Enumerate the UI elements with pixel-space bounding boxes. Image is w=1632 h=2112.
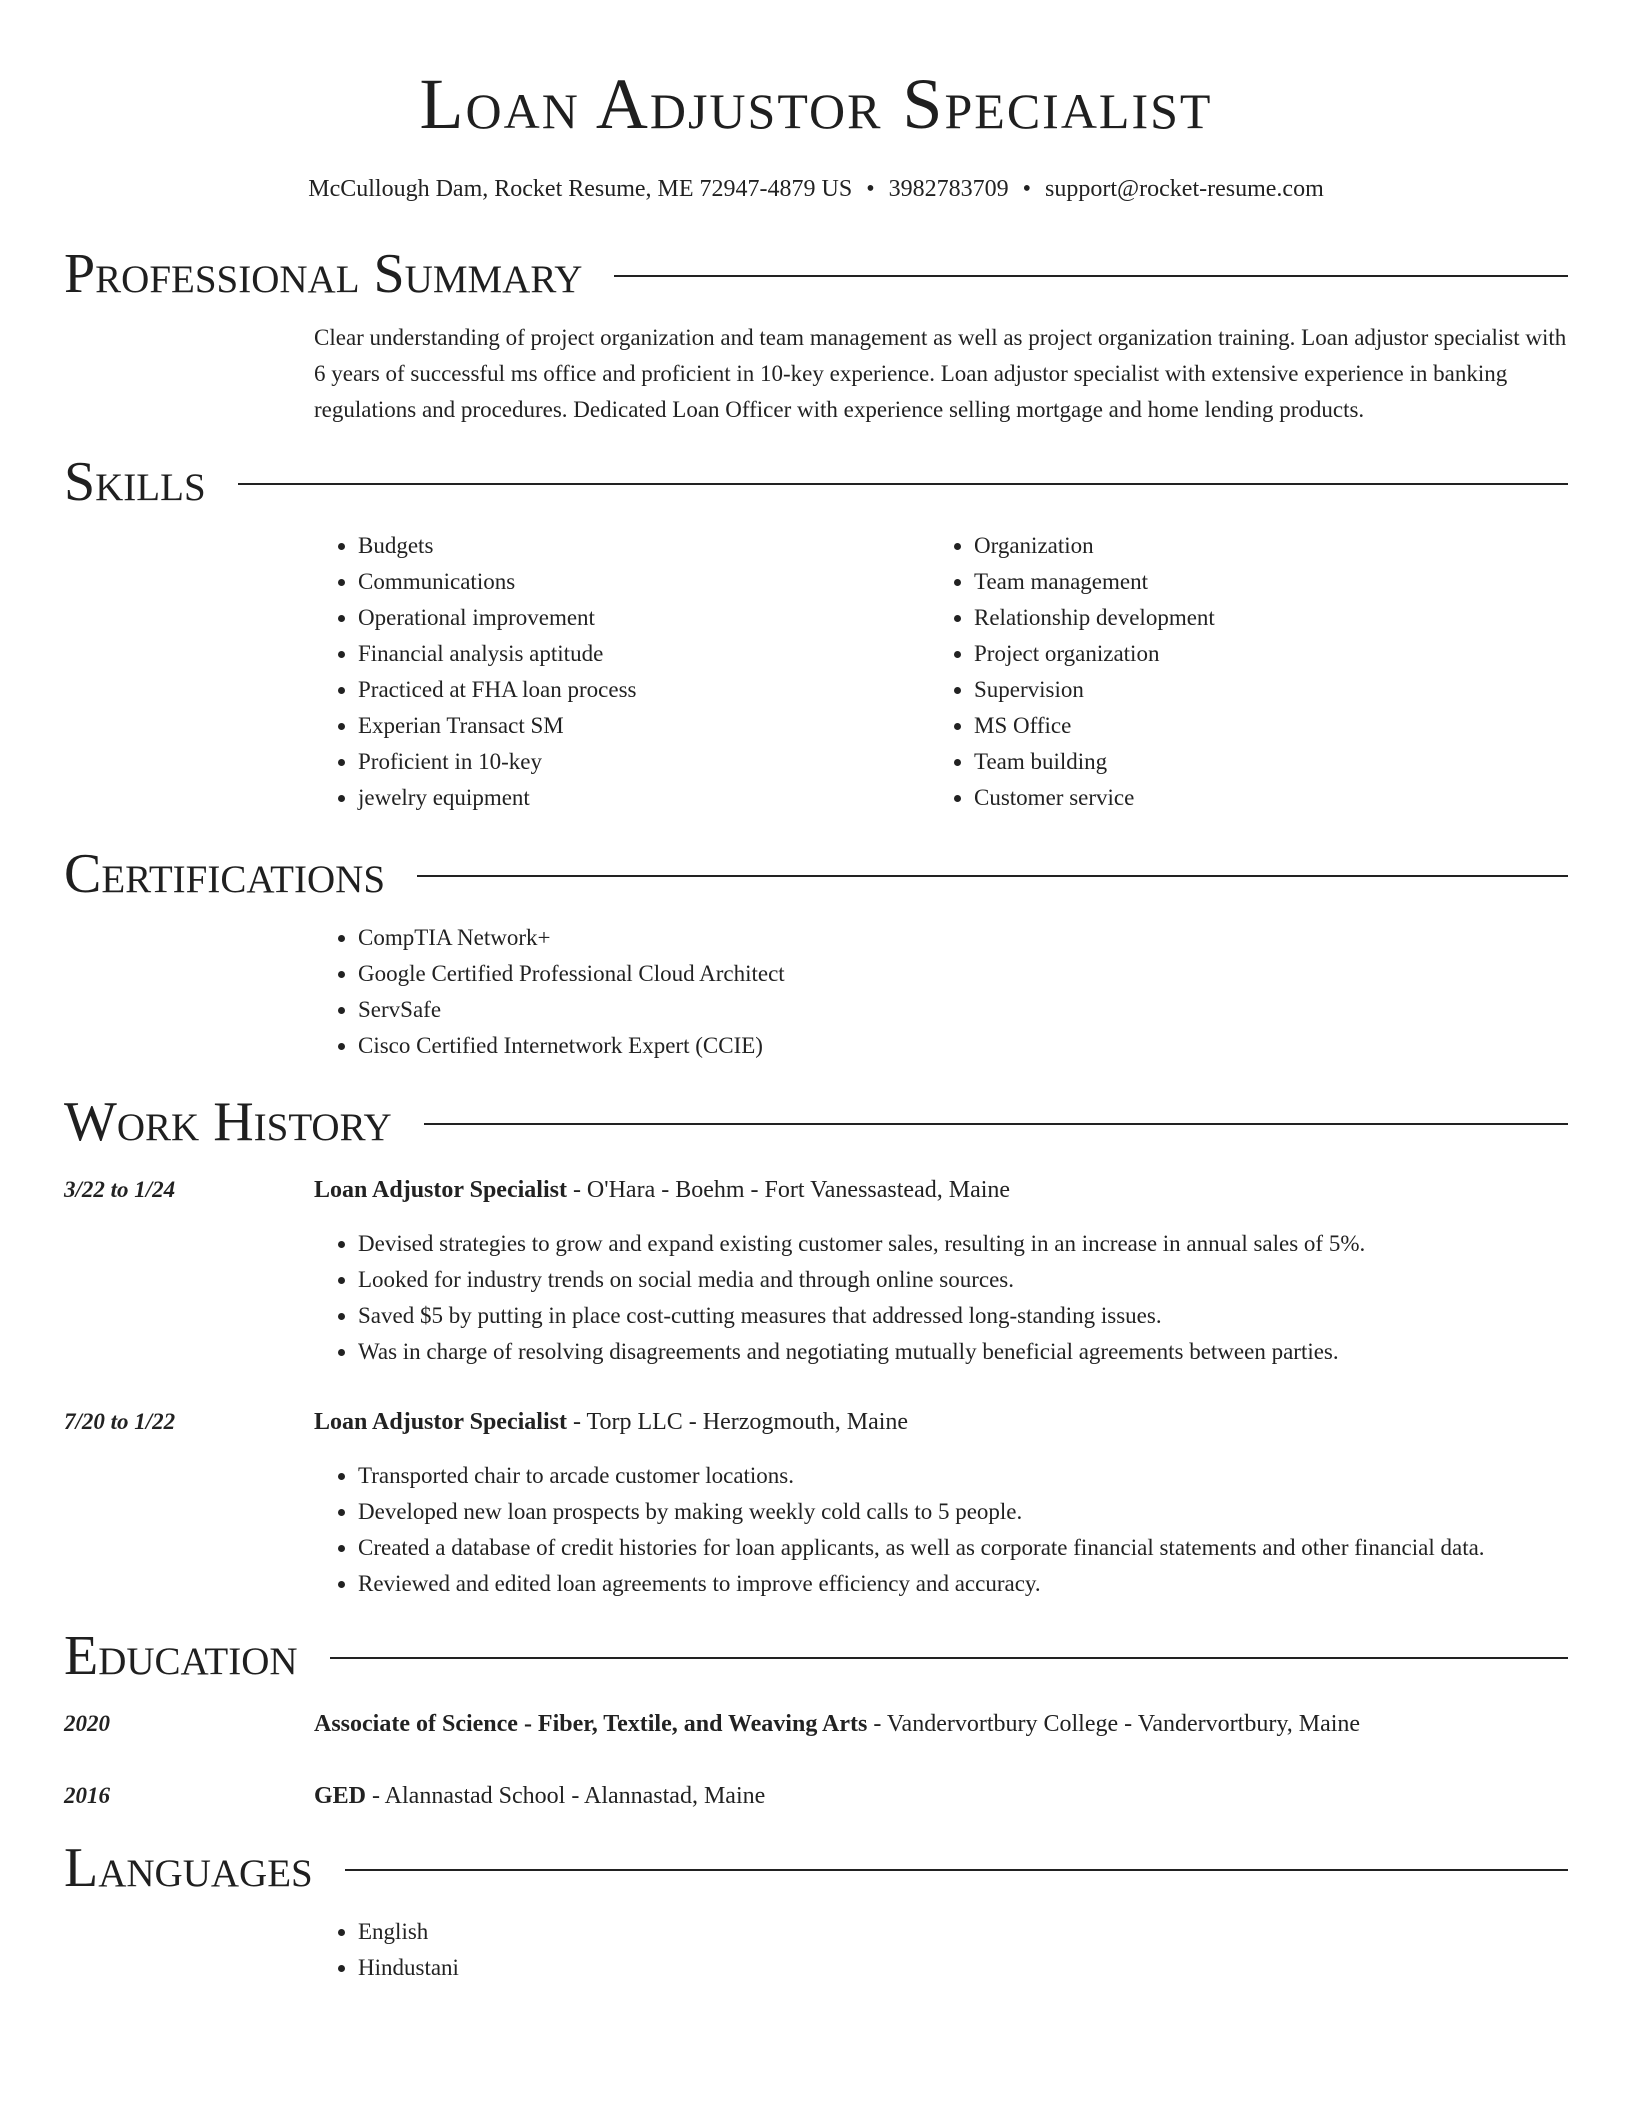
skills-list-left <box>314 528 930 816</box>
certifications-list <box>314 920 1568 1064</box>
section-header-certifications <box>64 842 1568 906</box>
skill-item: • Team management <box>974 564 1546 600</box>
section-divider <box>424 1123 1568 1125</box>
skill-item: • Financial analysis aptitude <box>358 636 930 672</box>
degree-title: Associate of Science - Fiber, Textile, and Weaving Arts <box>314 1711 868 1737</box>
section-divider <box>345 1869 1568 1871</box>
languages-block <box>314 1914 1568 1986</box>
work-bullet: • Looked for industry trends on social media and through online sources. <box>358 1262 1568 1298</box>
work-bullet: • Devised strategies to grow and expand existing customer sales, resulting in an increase in annual sales of 5%. <box>358 1226 1568 1262</box>
contact-email: support@rocket-resume.com <box>1045 176 1324 202</box>
section-divider <box>614 275 1568 277</box>
work-bullet: • Saved $5 by putting in place cost-cutting measures that addressed long-standing issues. <box>358 1298 1568 1334</box>
section-header-skills <box>64 450 1568 514</box>
section-header-work-history <box>64 1090 1568 1154</box>
skill-item: • Budgets <box>358 528 930 564</box>
skill-item: • Practiced at FHA loan process <box>358 672 930 708</box>
education-entry <box>64 1706 1568 1742</box>
languages-list <box>314 1914 1568 1986</box>
education-entry-heading <box>314 1778 1568 1814</box>
section-divider <box>330 1657 1568 1659</box>
skill-item: • Relationship development <box>974 600 1546 636</box>
skill-item: • Experian Transact SM <box>358 708 930 744</box>
work-entry-body <box>314 1404 1568 1602</box>
section-title-work-history: Work History <box>64 1091 392 1153</box>
education-entry-body <box>314 1778 1568 1814</box>
certification-item: • Google Certified Professional Cloud Architect <box>358 956 1568 992</box>
contact-separator: • <box>1022 176 1032 202</box>
work-bullet: • Was in charge of resolving disagreements and negotiating mutually beneficial agreements between parties. <box>358 1334 1568 1370</box>
section-title-certifications: Certifications <box>64 843 386 905</box>
work-entry-heading <box>314 1172 1568 1208</box>
resume-name: Loan Adjustor Specialist <box>419 64 1213 144</box>
education-entry-date: 2016 <box>64 1783 110 1808</box>
education-entry-date: 2020 <box>64 1711 110 1736</box>
work-entry <box>64 1172 1568 1370</box>
skill-item: • jewelry equipment <box>358 780 930 816</box>
work-entry-bullets <box>314 1458 1568 1602</box>
skill-item: • Proficient in 10-key <box>358 744 930 780</box>
work-entry-bullets <box>314 1226 1568 1370</box>
section-title-skills: Skills <box>64 451 206 513</box>
certification-item: • Cisco Certified Internetwork Expert (CCIE) <box>358 1028 1568 1064</box>
education-entry <box>64 1778 1568 1814</box>
section-header-education <box>64 1624 1568 1688</box>
job-title: Loan Adjustor Specialist <box>314 1409 567 1435</box>
skill-item: • Operational improvement <box>358 600 930 636</box>
school-location: - Vandervortbury College - Vandervortbury, Maine <box>867 1711 1361 1737</box>
section-divider <box>417 875 1568 877</box>
language-item: • English <box>358 1914 1568 1950</box>
contact-address: McCullough Dam, Rocket Resume, ME 72947-4879 US <box>308 176 853 202</box>
certification-item: • ServSafe <box>358 992 1568 1028</box>
section-header-summary <box>64 242 1568 306</box>
job-employer-location: - Torp LLC - Herzogmouth, Maine <box>566 1409 909 1435</box>
work-bullet: • Created a database of credit histories for loan applicants, as well as corporate financial statements and other financial data. <box>358 1530 1568 1566</box>
work-bullet: • Transported chair to arcade customer locations. <box>358 1458 1568 1494</box>
education-entry-body <box>314 1706 1568 1742</box>
contact-separator: • <box>866 176 875 202</box>
section-title-languages: Languages <box>64 1837 313 1899</box>
work-entry-date: 3/22 to 1/24 <box>64 1177 176 1202</box>
job-employer-location: - O'Hara - Boehm - Fort Vanessastead, Maine <box>566 1177 1011 1203</box>
work-entry-date: 7/20 to 1/22 <box>64 1409 176 1434</box>
certification-item: • CompTIA Network+ <box>358 920 1568 956</box>
skills-list-right <box>930 528 1546 816</box>
education-entry-heading <box>314 1706 1568 1742</box>
work-entry-body <box>314 1172 1568 1370</box>
skill-item: • Communications <box>358 564 930 600</box>
section-title-summary: Professional Summary <box>64 243 583 305</box>
school-location: - Alannastad School - Alannastad, Maine <box>366 1783 766 1809</box>
skills-column-right <box>930 528 1546 816</box>
work-bullet: • Reviewed and edited loan agreements to improve efficiency and accuracy. <box>358 1566 1568 1602</box>
skill-item: • Organization <box>974 528 1546 564</box>
skill-item: • Supervision <box>974 672 1546 708</box>
contact-phone: 3982783709 <box>888 176 1009 202</box>
job-title: Loan Adjustor Specialist <box>314 1177 567 1203</box>
work-entry-heading <box>314 1404 1568 1440</box>
skill-item: • Customer service <box>974 780 1546 816</box>
skill-item: • Team building <box>974 744 1546 780</box>
work-bullet: • Developed new loan prospects by making weekly cold calls to 5 people. <box>358 1494 1568 1530</box>
section-header-languages <box>64 1836 1568 1900</box>
section-title-education: Education <box>64 1625 298 1687</box>
skill-item: • Project organization <box>974 636 1546 672</box>
degree-title: GED <box>314 1783 367 1809</box>
language-item: • Hindustani <box>358 1950 1568 1986</box>
skills-grid <box>314 528 1568 816</box>
summary-text: Clear understanding of project organization and team management as well as project organization training. Loan adjustor specialist with 6 years of successful ms office and proficient in 10-key experience. Loan adjustor specialist with extensive experience in banking regulations and procedures. Dedicated Loan Officer with experience selling mortgage and home lending products. <box>314 325 1567 422</box>
skill-item: • MS Office <box>974 708 1546 744</box>
skills-column-left <box>314 528 930 816</box>
work-entry <box>64 1404 1568 1602</box>
certifications-block <box>314 920 1568 1064</box>
contact-line <box>64 172 1568 206</box>
section-divider <box>238 483 1568 485</box>
